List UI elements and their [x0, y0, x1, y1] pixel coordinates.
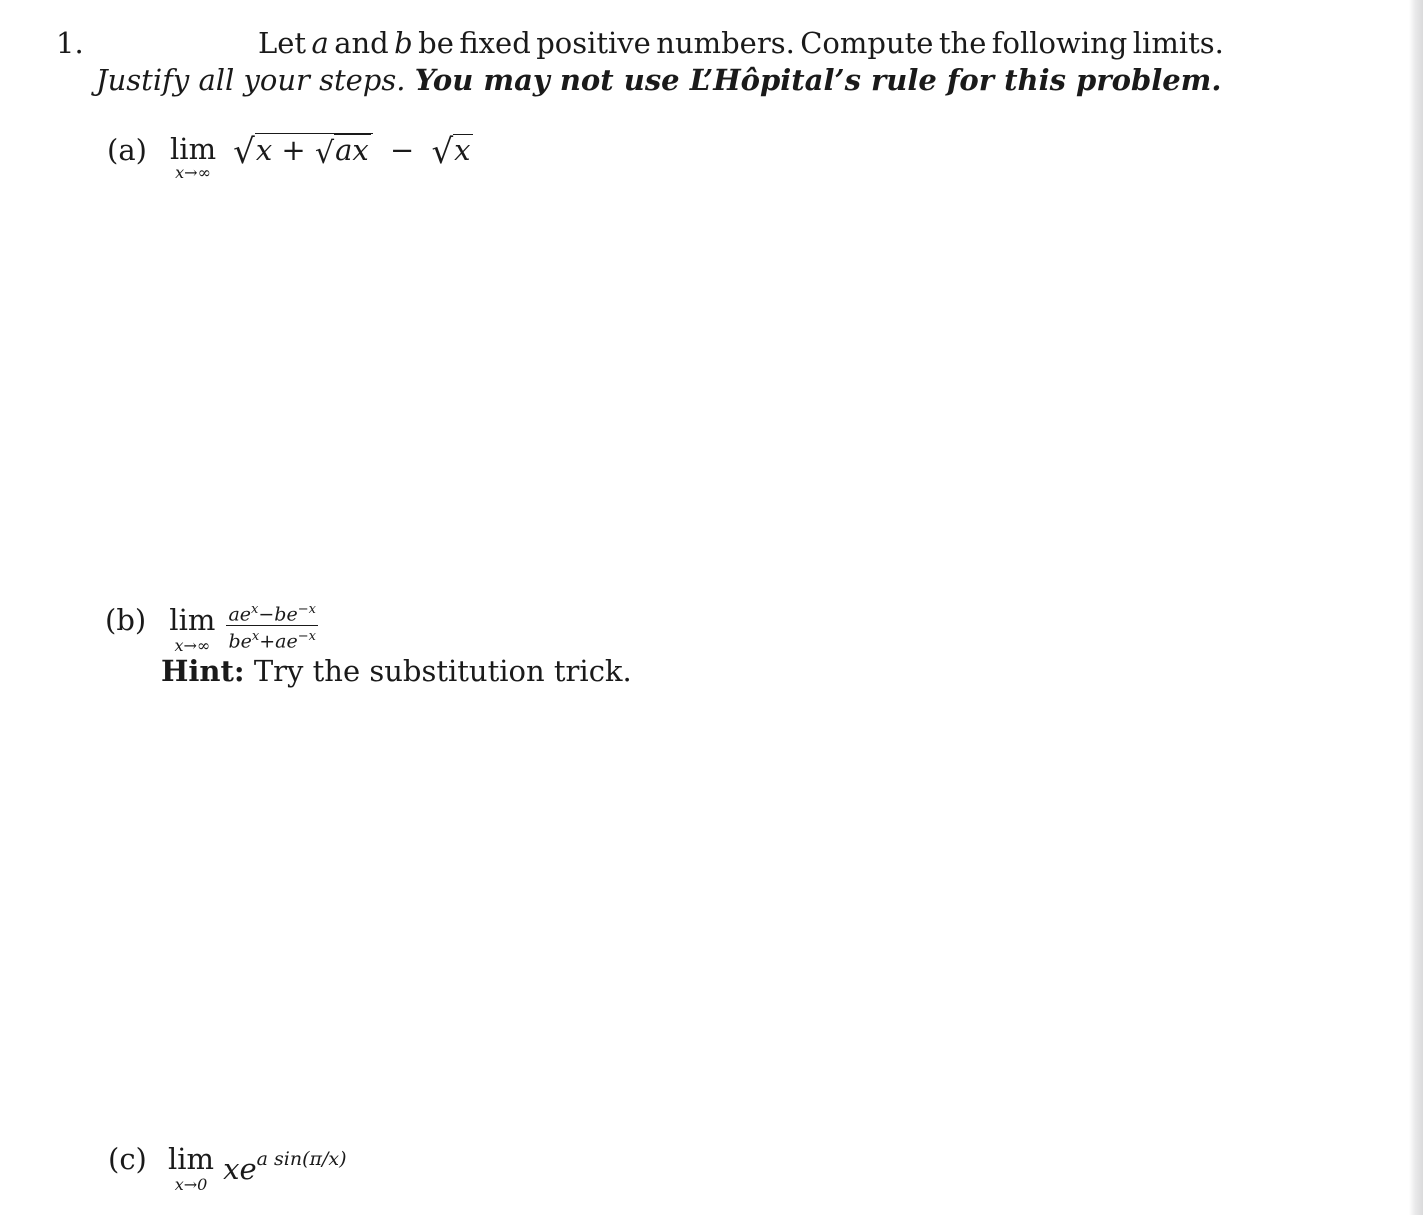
intro-var-a: a — [311, 26, 329, 60]
part-b-limit — [169, 602, 215, 654]
part-b — [105, 602, 318, 654]
var-x: x — [454, 133, 471, 167]
intro-word: Compute — [800, 26, 934, 60]
intro-word: fixed — [459, 26, 531, 60]
part-c-expression — [223, 1148, 347, 1186]
part-a-limit — [170, 133, 216, 181]
den-exponent: x — [251, 629, 260, 645]
hint-text: Try the substitution trick. — [253, 654, 632, 688]
lim-word: lim — [170, 132, 217, 166]
part-c-label: (c) — [108, 1142, 147, 1176]
problem-number: 1. — [56, 26, 84, 60]
part-b-label: (b) — [105, 603, 147, 637]
intro-var-b: b — [394, 26, 413, 60]
intro-word: positive — [536, 26, 651, 60]
num-term: −be — [258, 603, 298, 626]
num-exponent: −x — [297, 602, 316, 617]
sqrt-x — [431, 132, 472, 172]
lim-subscript: x→0 — [174, 1175, 208, 1194]
intro-word: the — [938, 26, 987, 60]
problem-intro — [258, 26, 1224, 60]
exponent: a sin(π/x) — [256, 1148, 347, 1170]
minus-sign: − — [389, 133, 415, 167]
problem-instructions — [96, 63, 1221, 97]
radical-sign: √ — [431, 132, 454, 172]
part-c-limit — [168, 1141, 214, 1193]
plus-sign: + — [281, 133, 306, 167]
num-term: ae — [228, 603, 252, 626]
part-b-fraction — [226, 600, 318, 652]
page-edge-shadow — [1409, 0, 1423, 1215]
part-a-label: (a) — [107, 133, 147, 167]
num-exponent: x — [251, 602, 259, 617]
den-term: +ae — [259, 630, 298, 653]
intro-word: be — [418, 26, 454, 60]
lim-subscript: x→∞ — [175, 163, 211, 182]
hint-label: Hint: — [161, 654, 245, 688]
fraction-denominator — [226, 626, 318, 651]
intro-word: limits. — [1132, 26, 1224, 60]
den-term: be — [228, 630, 252, 653]
rule-warning: You may not use L’Hôpital’s rule for this problem. — [414, 63, 1222, 97]
part-a-expression — [233, 132, 472, 172]
var-x: x — [255, 133, 273, 167]
intro-word: and — [334, 26, 389, 60]
part-c — [108, 1141, 347, 1193]
den-exponent: −x — [297, 629, 316, 645]
var-ax: ax — [335, 133, 369, 167]
fraction-numerator — [226, 600, 318, 626]
lim-word: lim — [167, 1142, 215, 1176]
radical-sign: √ — [314, 136, 335, 171]
intro-word: following — [991, 26, 1128, 60]
radical-sign: √ — [233, 132, 255, 172]
justify-text: Justify all your steps. — [96, 63, 406, 97]
lim-subscript: x→∞ — [174, 636, 211, 655]
part-b-hint — [161, 654, 632, 688]
lim-word: lim — [169, 603, 216, 637]
base-xe: xe — [223, 1152, 257, 1186]
intro-word: Let — [258, 26, 307, 60]
outer-sqrt — [233, 132, 373, 172]
inner-sqrt — [315, 134, 371, 169]
part-a — [107, 133, 473, 181]
intro-word: numbers. — [656, 26, 795, 60]
